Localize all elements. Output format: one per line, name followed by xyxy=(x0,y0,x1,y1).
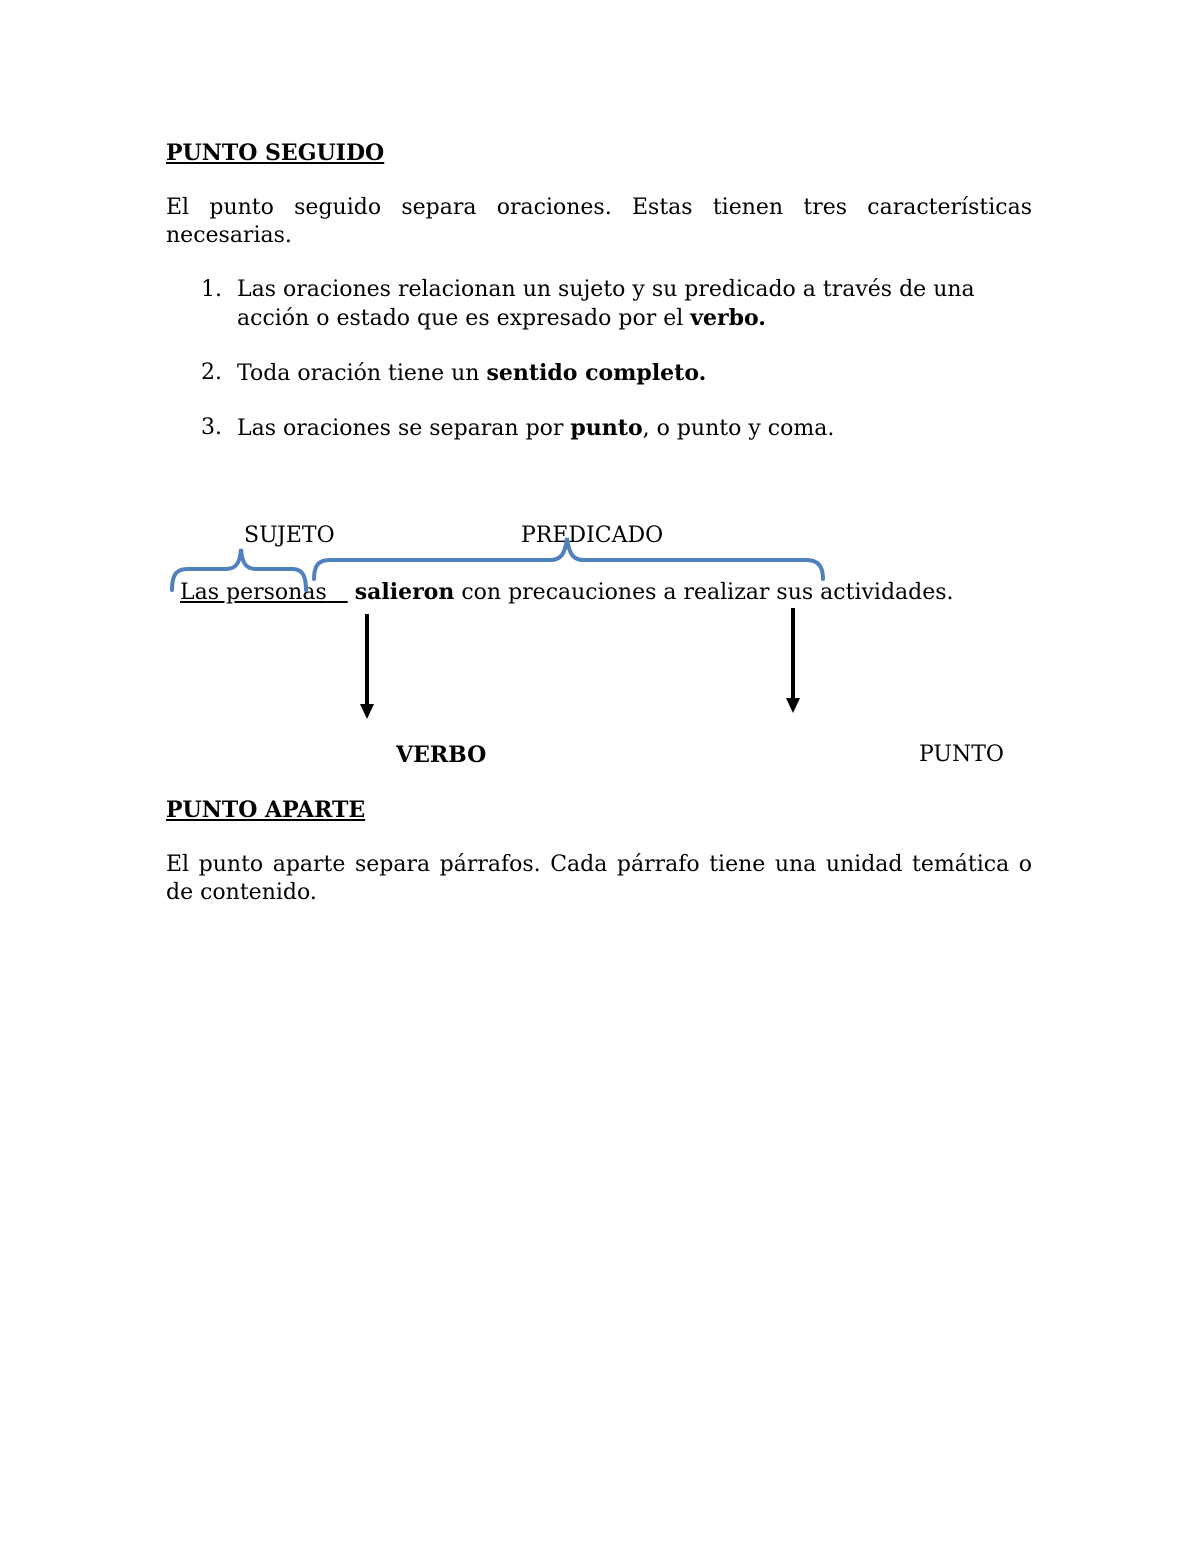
bold-term: sentido completo. xyxy=(486,360,707,386)
subject-brace xyxy=(172,549,306,590)
label-predicate: PREDICADO xyxy=(521,523,664,548)
bold-term: punto xyxy=(570,415,643,441)
sentence-rest: con precauciones a realizar sus actividades. xyxy=(454,580,954,605)
label-subject: SUJETO xyxy=(244,523,335,548)
aparte-paragraph: El punto aparte separa párrafos. Cada párrafo tiene una unidad temática o de contenido. xyxy=(166,852,1032,905)
list-item-text: Toda oración tiene un sentido completo. xyxy=(237,360,707,386)
heading-punto-aparte: PUNTO APARTE xyxy=(166,797,366,823)
list-number: 3. xyxy=(201,415,222,440)
intro-paragraph: El punto seguido separa oraciones. Estas tienen tres características necesarias. xyxy=(166,195,1032,248)
verb-arrow xyxy=(360,614,374,719)
period-arrow xyxy=(786,608,800,713)
sentence-subject: Las personas xyxy=(180,580,327,605)
list-number: 1. xyxy=(201,277,222,302)
list-number: 2. xyxy=(201,360,222,385)
label-verb: VERBO xyxy=(396,742,487,768)
label-period: PUNTO xyxy=(919,742,1004,767)
list-item-text: Las oraciones se separan por punto, o punto y coma. xyxy=(237,415,835,441)
predicate-brace xyxy=(314,538,823,579)
list-item-text: Las oraciones relacionan un sujeto y su predicado a través de una acción o estado que es expresado por el verbo. xyxy=(237,277,975,331)
heading-punto-seguido: PUNTO SEGUIDO xyxy=(166,140,385,166)
sentence-verb: salieron xyxy=(354,579,455,605)
bold-term: verbo. xyxy=(690,305,766,331)
